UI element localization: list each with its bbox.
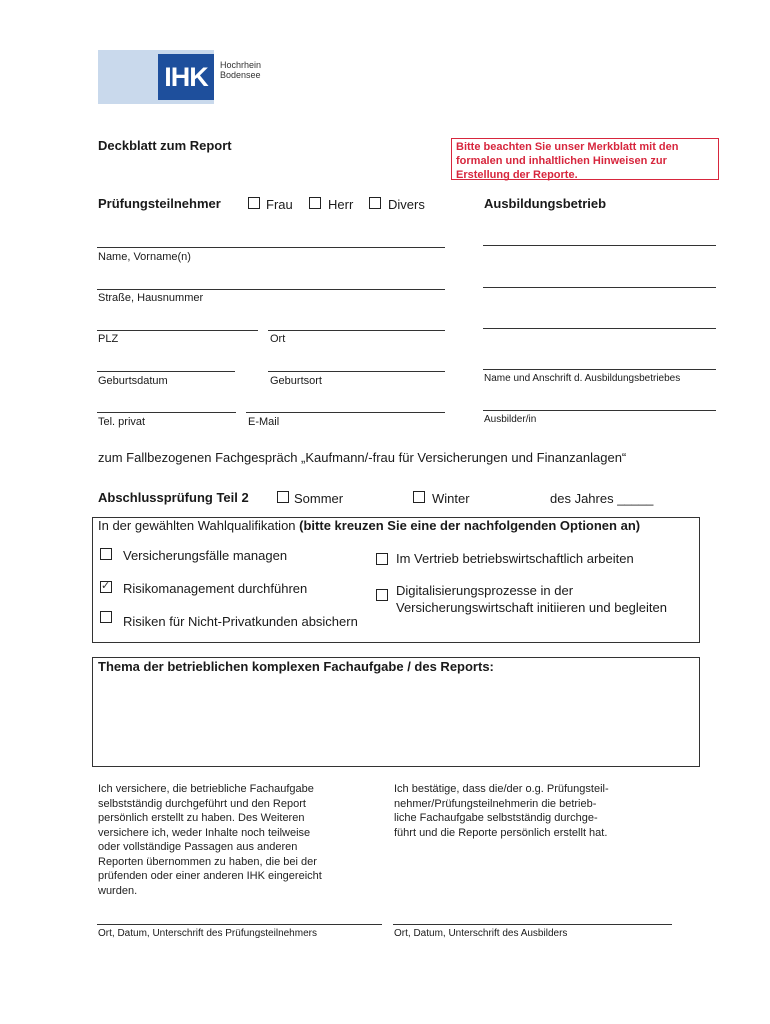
declaration-left-line: oder vollständige Passagen aus anderen: [98, 841, 298, 853]
logo-line-1: Hochrhein: [220, 60, 262, 70]
option-divers-label: Divers: [388, 197, 425, 212]
declaration-left-line: Ich versichere, die betriebliche Fachaufgabe: [98, 783, 314, 795]
logo-line-2: Bodensee: [220, 70, 261, 80]
birthplace-line[interactable]: [268, 371, 445, 372]
trainer-signature-line[interactable]: [393, 924, 672, 925]
company-address-label: Name und Anschrift d. Ausbildungsbetriebes: [484, 373, 681, 384]
phone-line[interactable]: [97, 412, 236, 413]
options-intro-bold: (bitte kreuzen Sie eine der nachfolgenden Optionen an): [299, 518, 641, 533]
exam-sommer-label: Sommer: [294, 491, 344, 506]
company-label: Ausbildungsbetrieb: [484, 196, 607, 211]
checkbox-option-vertrieb[interactable]: [376, 553, 388, 565]
checkbox-sommer[interactable]: [277, 491, 289, 503]
theme-label: Thema der betrieblichen komplexen Fachaufgabe / des Reports:: [98, 659, 494, 674]
subject-line: zum Fallbezogenen Fachgespräch „Kaufmann/-frau für Versicherungen und Finanzanlagen“: [98, 450, 627, 465]
option-right-2-line2: Versicherungswirtschaft initiieren und begleiten: [396, 600, 667, 615]
option-left-1: Versicherungsfälle managen: [123, 548, 288, 563]
exam-label: Abschlussprüfung Teil 2: [98, 490, 249, 505]
declaration-left-line: prüfenden oder einer anderen IHK eingereicht: [98, 870, 322, 882]
birthdate-line[interactable]: [97, 371, 235, 372]
participant-signature-label: Ort, Datum, Unterschrift des Prüfungsteilnehmers: [98, 928, 317, 939]
checkbox-winter[interactable]: [413, 491, 425, 503]
declaration-right-line: Ich bestätige, dass die/der o.g. Prüfungsteil-: [394, 783, 609, 795]
options-intro: [98, 518, 640, 533]
option-left-2: Risikomanagement durchführen: [123, 581, 308, 596]
ort-field-label: Ort: [270, 333, 286, 345]
option-frau-label: Frau: [266, 197, 293, 212]
company-line-3[interactable]: [483, 328, 716, 329]
checkbox-divers[interactable]: [369, 197, 381, 209]
exam-winter-label: Winter: [432, 491, 470, 506]
email-line[interactable]: [246, 412, 445, 413]
ort-line[interactable]: [268, 330, 445, 331]
trainer-line[interactable]: [483, 410, 716, 411]
birthdate-field-label: Geburtsdatum: [98, 375, 168, 387]
checkbox-herr[interactable]: [309, 197, 321, 209]
declaration-left-line: wurden.: [98, 884, 138, 897]
trainer-signature-label: Ort, Datum, Unterschrift des Ausbilders: [394, 928, 568, 939]
notice-box: [451, 138, 719, 180]
declaration-left-line: persönlich erstellt zu haben. Des Weiteren: [98, 812, 305, 824]
birthplace-field-label: Geburtsort: [270, 375, 322, 387]
options-intro-text: In der gewählten Wahlqualifikation: [98, 518, 296, 533]
option-right-2-line1: Digitalisierungsprozesse in der: [396, 583, 574, 598]
participant-label: Prüfungsteilnehmer: [98, 196, 221, 211]
ihk-logo: IHK: [158, 54, 214, 100]
declaration-trainer: [394, 782, 609, 840]
checkbox-option-versicherungsfaelle[interactable]: [100, 548, 112, 560]
email-field-label: E-Mail: [248, 416, 280, 428]
street-line[interactable]: [97, 289, 445, 290]
company-line-2[interactable]: [483, 287, 716, 288]
phone-field-label: Tel. privat: [98, 416, 146, 428]
option-right-1: Im Vertrieb betriebswirtschaftlich arbeiten: [396, 551, 634, 566]
page-title: Deckblatt zum Report: [98, 138, 232, 153]
participant-signature-line[interactable]: [97, 924, 382, 925]
trainer-field-label: Ausbilder/in: [484, 414, 537, 425]
declaration-right-line: führt und die Reporte persönlich erstellt hat.: [394, 826, 608, 839]
declaration-participant: [98, 782, 322, 898]
name-field-label: Name, Vorname(n): [98, 251, 191, 263]
option-herr-label: Herr: [328, 197, 354, 212]
option-left-3: Risiken für Nicht-Privatkunden absichern: [123, 614, 358, 629]
declaration-left-line: versichere ich, weder Inhalte noch teilweise: [98, 826, 311, 839]
exam-year: des Jahres _____: [550, 491, 654, 506]
logo-chamber-name: [220, 60, 261, 80]
checkbox-frau[interactable]: [248, 197, 260, 209]
checkbox-option-digitalisierung[interactable]: [376, 589, 388, 601]
name-line[interactable]: [97, 247, 445, 248]
checkbox-option-risiken[interactable]: [100, 611, 112, 623]
declaration-right-line: liche Fachaufgabe selbstständig durchge-: [394, 812, 598, 824]
company-line-4[interactable]: [483, 369, 716, 370]
street-field-label: Straße, Hausnummer: [98, 292, 204, 304]
checkbox-option-risikomanagement[interactable]: [100, 581, 112, 593]
notice-text: Bitte beachten Sie unser Merkblatt mit den formalen und inhaltlichen Hinweisen zur Erstellung der Reporte.: [456, 141, 679, 181]
declaration-left-line: Reporten übernommen zu haben, die bei der: [98, 855, 317, 868]
declaration-right-line: nehmer/Prüfungsteilnehmerin die betrieb-: [394, 797, 597, 810]
company-line-1[interactable]: [483, 245, 716, 246]
plz-field-label: PLZ: [98, 333, 119, 345]
plz-line[interactable]: [97, 330, 258, 331]
declaration-left-line: selbstständig durchgeführt und den Report: [98, 797, 306, 810]
